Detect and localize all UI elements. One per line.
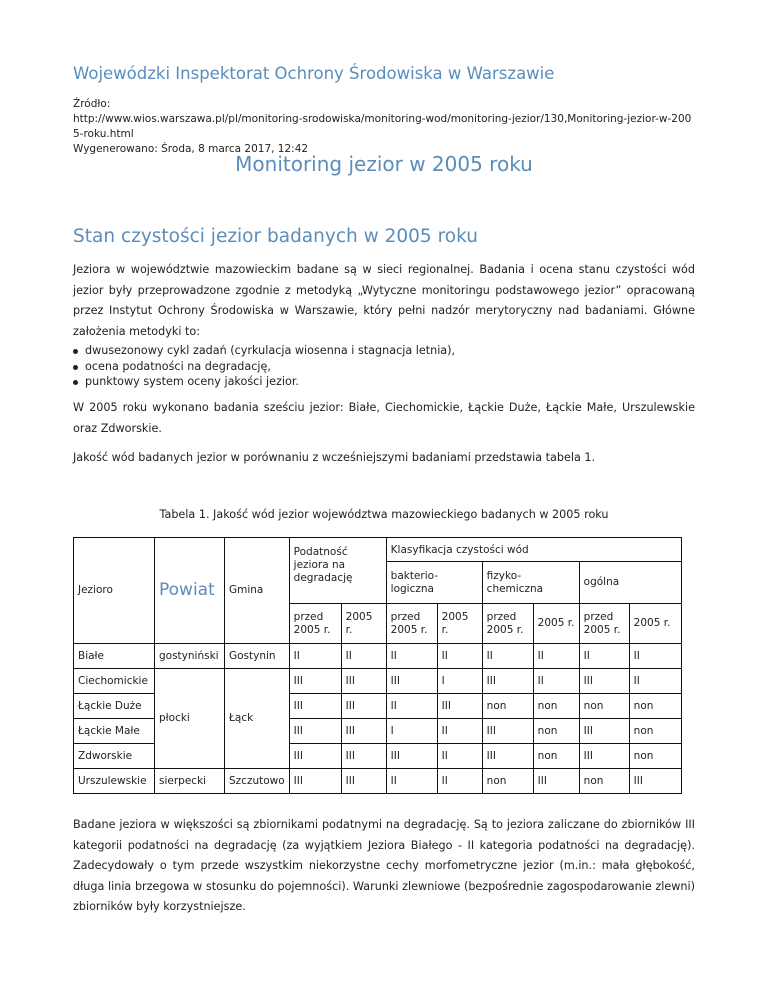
cell-value: III: [386, 669, 437, 694]
header-2005: 2005 r.: [533, 604, 579, 644]
header-fizyko: fizyko-chemiczna: [482, 562, 579, 604]
cell-value: III: [579, 669, 629, 694]
header-powiat: Powiat: [155, 538, 225, 644]
header-jezioro: Jezioro: [74, 538, 155, 644]
table-row: [74, 644, 682, 669]
cell-powiat: sierpecki: [155, 769, 225, 794]
cell-value: II: [579, 644, 629, 669]
table-row: [74, 769, 682, 794]
cell-value: non: [533, 719, 579, 744]
cell-jezioro: Zdworskie: [74, 744, 155, 769]
cell-value: II: [437, 744, 482, 769]
method-bullet-list: [73, 343, 455, 390]
cell-value: II: [289, 644, 341, 669]
header-przed: przed 2005 r.: [289, 604, 341, 644]
cell-value: III: [482, 669, 533, 694]
cell-value: III: [437, 694, 482, 719]
source-label: Źródło:: [73, 98, 111, 110]
cell-value: III: [289, 669, 341, 694]
cell-powiat: gostyniński: [155, 644, 225, 669]
header-przed: przed 2005 r.: [482, 604, 533, 644]
cell-value: III: [289, 744, 341, 769]
section-title: Stan czystości jezior badanych w 2005 roku: [73, 226, 478, 247]
header-2005: 2005 r.: [629, 604, 681, 644]
header-klasyfikacja: Klasyfikacja czystości wód: [386, 538, 681, 562]
list-item: dwusezonowy cykl zadań (cyrkulacja wiosenna i stagnacja letnia),: [73, 343, 455, 359]
table-intro-paragraph: Jakość wód badanych jezior w porównaniu z wcześniejszymi badaniami przedstawia tabela 1.: [73, 451, 596, 464]
cell-value: III: [341, 769, 386, 794]
cell-value: non: [629, 719, 681, 744]
cell-value: II: [533, 644, 579, 669]
cell-value: III: [629, 769, 681, 794]
header-2005: 2005 r.: [341, 604, 386, 644]
cell-value: III: [289, 719, 341, 744]
cell-value: II: [629, 669, 681, 694]
cell-jezioro: Białe: [74, 644, 155, 669]
header-bakterio: bakterio-logiczna: [386, 562, 482, 604]
cell-value: I: [437, 669, 482, 694]
cell-value: III: [289, 769, 341, 794]
cell-value: II: [386, 769, 437, 794]
cell-value: non: [629, 744, 681, 769]
cell-value: non: [533, 694, 579, 719]
cell-value: II: [482, 644, 533, 669]
cell-jezioro: Łąckie Duże: [74, 694, 155, 719]
cell-value: III: [533, 769, 579, 794]
cell-gmina: Gostynin: [225, 644, 290, 669]
cell-value: non: [579, 769, 629, 794]
list-item: ocena podatności na degradację,: [73, 359, 455, 375]
cell-value: II: [437, 769, 482, 794]
intro-paragraph: Jeziora w województwie mazowieckim badane są w sieci regionalnej. Badania i ocena stanu czystości wód jezior były przeprowadzone zgodnie z metodyką „Wytyczne monitoringu podstawowego jezior” opracowaną przez Instytut Ochrony Środowiska w Warszawie, który pełni nadzór merytoryczny nad badaniami. Główne założenia metodyki to:: [73, 263, 695, 338]
site-title-link[interactable]: Wojewódzki Inspektorat Ochrony Środowiska w Warszawie: [73, 64, 555, 83]
cell-gmina: Szczutowo: [225, 769, 290, 794]
document-meta: [73, 97, 695, 157]
conclusion-paragraph: Badane jeziora w większości są zbiornikami podatnymi na degradację. Są to jeziora zaliczane do zbiorników III kategorii podatności na degradację (za wyjątkiem Jeziora Białego - II kategoria podatności na degradację). Zadecydowały o tym przede wszystkim niekorzystne cechy morfometryczne jezior (m.in.: mała głębokość, długa linia brzegowa w stosunku do pojemności). Warunki zlewniowe (bezpośrednie zagospodarowanie zlewni) zbiorników były korzystniejsze.: [73, 818, 695, 913]
cell-value: III: [341, 669, 386, 694]
list-item: punktowy system oceny jakości jezior.: [73, 374, 455, 390]
cell-value: non: [579, 694, 629, 719]
lakes-paragraph: W 2005 roku wykonano badania sześciu jezior: Białe, Ciechomickie, Łąckie Duże, Łąckie Małe, Urszulewskie oraz Zdworskie.: [73, 401, 695, 435]
cell-value: II: [386, 694, 437, 719]
cell-value: III: [289, 694, 341, 719]
cell-value: II: [533, 669, 579, 694]
cell-value: III: [341, 719, 386, 744]
cell-value: III: [482, 744, 533, 769]
cell-value: III: [579, 744, 629, 769]
cell-value: III: [579, 719, 629, 744]
cell-jezioro: Łąckie Małe: [74, 719, 155, 744]
cell-powiat: płocki: [155, 669, 225, 769]
cell-value: III: [386, 744, 437, 769]
cell-value: II: [437, 644, 482, 669]
table-row: [74, 669, 682, 694]
cell-value: III: [341, 744, 386, 769]
cell-value: II: [629, 644, 681, 669]
table-caption: Tabela 1. Jakość wód jezior województwa mazowieckiego badanych w 2005 roku: [159, 508, 609, 521]
cell-value: I: [386, 719, 437, 744]
cell-value: non: [482, 694, 533, 719]
source-url[interactable]: http://www.wios.warszawa.pl/pl/monitoring-srodowiska/monitoring-wod/monitoring-jezior/130,Monitoring-jezior-w-2005-roku.html: [73, 113, 692, 140]
header-ogolna: ogólna: [579, 562, 681, 604]
generated-timestamp: Wygenerowano: Środa, 8 marca 2017, 12:42: [73, 143, 309, 155]
page-title: Monitoring jezior w 2005 roku: [235, 152, 533, 176]
cell-gmina: Łąck: [225, 669, 290, 769]
cell-value: non: [629, 694, 681, 719]
cell-value: non: [482, 769, 533, 794]
cell-value: III: [341, 694, 386, 719]
header-podatnosc: Podatność jeziora na degradację: [289, 538, 386, 604]
cell-jezioro: Urszulewskie: [74, 769, 155, 794]
header-2005: 2005 r.: [437, 604, 482, 644]
header-gmina: Gmina: [225, 538, 290, 644]
quality-table: [73, 537, 682, 794]
cell-jezioro: Ciechomickie: [74, 669, 155, 694]
header-przed: przed 2005 r.: [386, 604, 437, 644]
cell-value: II: [386, 644, 437, 669]
cell-value: non: [533, 744, 579, 769]
cell-value: II: [437, 719, 482, 744]
header-przed: przed 2005 r.: [579, 604, 629, 644]
cell-value: II: [341, 644, 386, 669]
cell-value: III: [482, 719, 533, 744]
